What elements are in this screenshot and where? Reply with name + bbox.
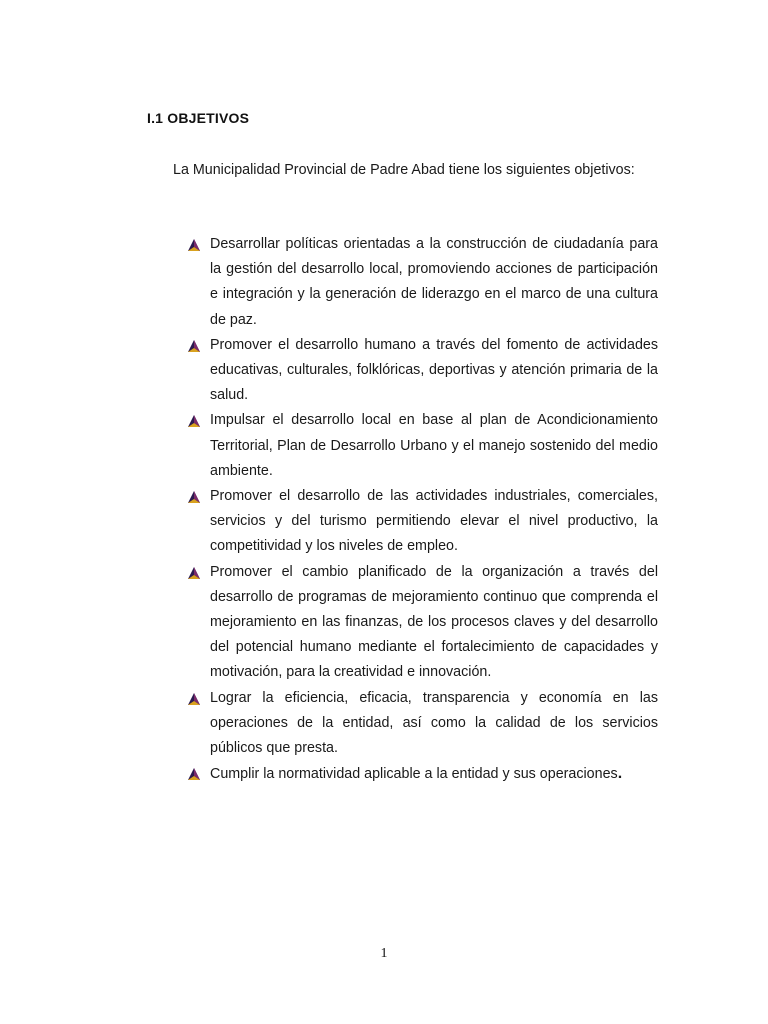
objective-text: Promover el desarrollo humano a través del fomento de actividades educativas, culturales, folklóricas, deportivas y atención primaria de la salud.: [210, 336, 658, 404]
section-heading: I.1 OBJETIVOS: [147, 110, 250, 126]
list-item: [187, 333, 658, 409]
list-item: [187, 560, 658, 686]
arrowhead-bullet-icon: [187, 566, 201, 580]
arrowhead-bullet-icon: [187, 767, 201, 781]
arrowhead-bullet-icon: [187, 490, 201, 504]
arrowhead-bullet-icon: [187, 692, 201, 706]
objectives-list: [187, 232, 658, 787]
list-item: [187, 761, 658, 787]
objective-text: Promover el desarrollo de las actividades industriales, comerciales, servicios y del turismo permitiendo elevar el nivel productivo, la competitividad y los niveles de empleo.: [210, 488, 658, 555]
arrowhead-bullet-icon: [187, 339, 201, 353]
page-number: 1: [380, 946, 388, 961]
list-item: [187, 686, 658, 762]
final-period: .: [617, 765, 623, 783]
objective-text: [210, 761, 658, 787]
objective-text: Impulsar el desarrollo local en base al plan de Acondicionamiento Territorial, Plan de Desarrollo Urbano y el manejo sostenido del medio ambiente.: [210, 412, 658, 479]
arrowhead-bullet-icon: [187, 238, 201, 252]
objective-text-body: Cumplir la normatividad aplicable a la entidad y sus operaciones: [210, 766, 618, 783]
objective-text: Lograr la eficiencia, eficacia, transparencia y economía en las operaciones de la entidad, así como la calidad de los servicios públicos que presta.: [210, 689, 658, 757]
objective-text: Promover el cambio planificado de la organización a través del desarrollo de programas de mejoramiento continuo que comprenda el mejoramiento en las finanzas, de los procesos claves y del desarrollo del potencial humano mediante el fortalecimiento de capacidades y motivación, para la creatividad e innovación.: [210, 563, 658, 681]
list-item: [187, 408, 658, 484]
objective-text: Desarrollar políticas orientadas a la construcción de ciudadanía para la gestión del desarrollo local, promoviendo acciones de participación e integración y la generación de liderazgo en el marco de una cultura de paz.: [210, 236, 658, 328]
list-item: [187, 232, 658, 333]
arrowhead-bullet-icon: [187, 414, 201, 428]
intro-paragraph: La Municipalidad Provincial de Padre Abad tiene los siguientes objetivos:: [173, 162, 635, 178]
list-item: [187, 484, 658, 560]
